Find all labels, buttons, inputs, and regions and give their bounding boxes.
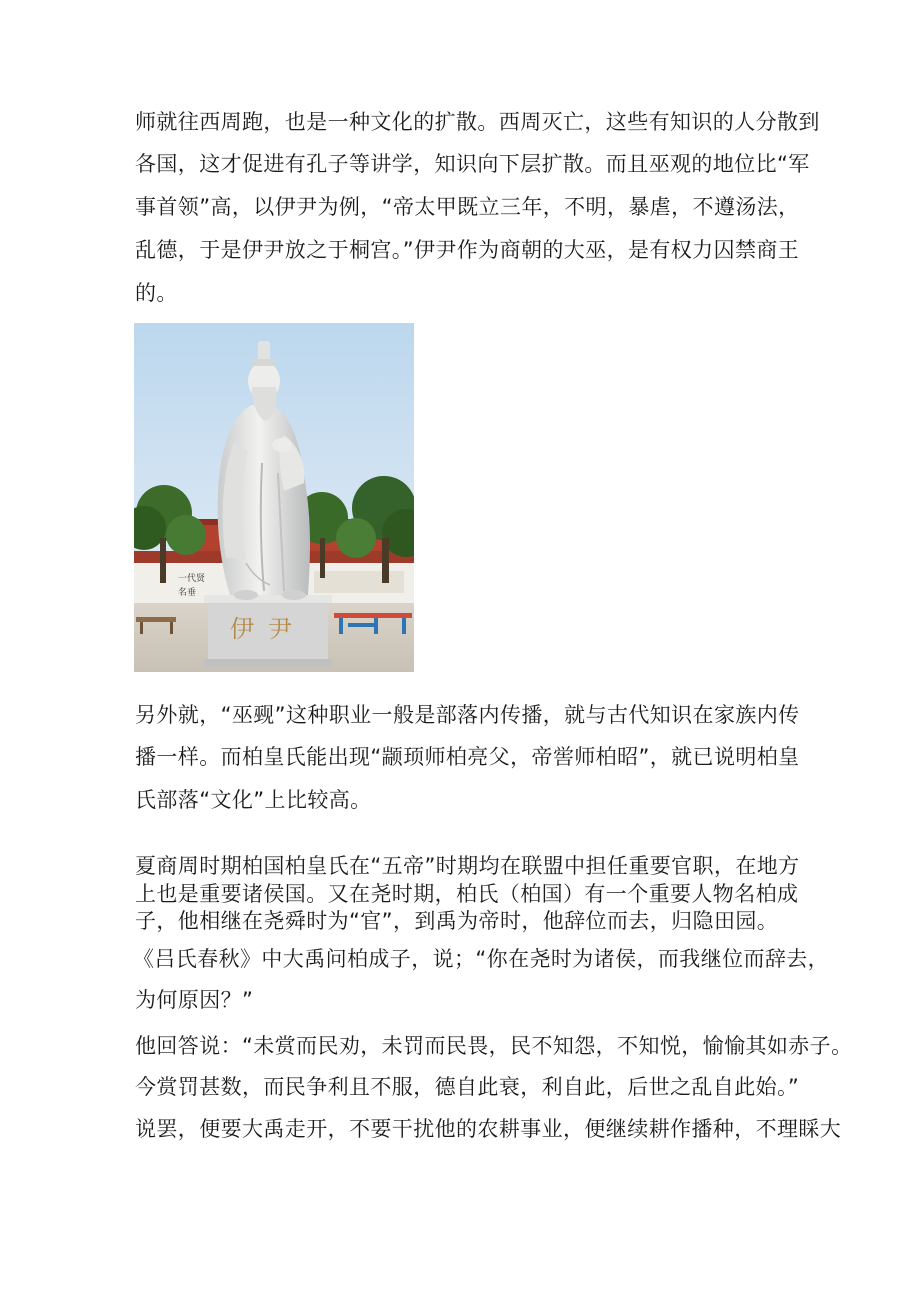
paragraph-1-line-3: 事首领”高，以伊尹为例，“帝太甲既立三年，不明，暴虐，不遵汤法， [135, 195, 800, 219]
paragraph-2-line-2: 播一样。而柏皇氏能出现“颛顼师柏亮父，帝喾师柏昭”，就已说明柏皇 [135, 745, 800, 769]
paragraph-3-line-6: 他回答说：“未赏而民劝，未罚而民畏，民不知怨，不知悦，愉愉其如赤子。 [135, 1034, 853, 1058]
paragraph-3-line-2: 上也是重要诸侯国。又在尧时期，柏氏（柏国）有一个重要人物名柏成 [135, 882, 799, 906]
paragraph-3-line-5: 为何原因？” [135, 988, 254, 1012]
paragraph-1-line-2: 各国，这才促进有孔子等讲学，知识向下层扩散。而且巫观的地位比“军 [135, 152, 810, 176]
paragraph-2-line-1: 另外就，“巫觋”这种职业一般是部落内传播，就与古代知识在家族内传 [135, 703, 800, 727]
banner-text-2: 名垂 [178, 588, 197, 598]
paragraph-1-line-5: 的。 [135, 281, 178, 305]
paragraph-3-line-8: 说罢，便要大禹走开，不要干扰他的农耕事业，便继续耕作播种，不理睬大 [135, 1117, 842, 1141]
paragraph-1-line-4: 乱德，于是伊尹放之于桐宫。”伊尹作为商朝的大巫，是有权力囚禁商王 [135, 238, 800, 262]
paragraph-3-line-7: 今赏罚甚数，而民争利且不服，德自此衰，利自此，后世之乱自此始。” [135, 1075, 800, 1099]
banner-text-1: 一代贤 [178, 574, 206, 584]
paragraph-2-line-3: 氏部落“文化”上比较高。 [135, 788, 372, 812]
paragraph-1-line-1: 师就往西周跑，也是一种文化的扩散。西周灭亡，这些有知识的人分散到 [135, 110, 820, 134]
paragraph-3-line-4: 《吕氏春秋》中大禹问柏成子，说；“你在尧时为诸侯，而我继位而辞去， [133, 947, 830, 971]
statue-photo [134, 323, 414, 672]
paragraph-3-line-1: 夏商周时期柏国柏皇氏在“五帝”时期均在联盟中担任重要官职，在地方 [135, 854, 800, 878]
pedestal-inscription: 伊尹 [230, 615, 306, 643]
paragraph-3-line-3: 子，他相继在尧舜时为“官”，到禹为帝时，他辞位而去，归隐田园。 [135, 909, 779, 933]
